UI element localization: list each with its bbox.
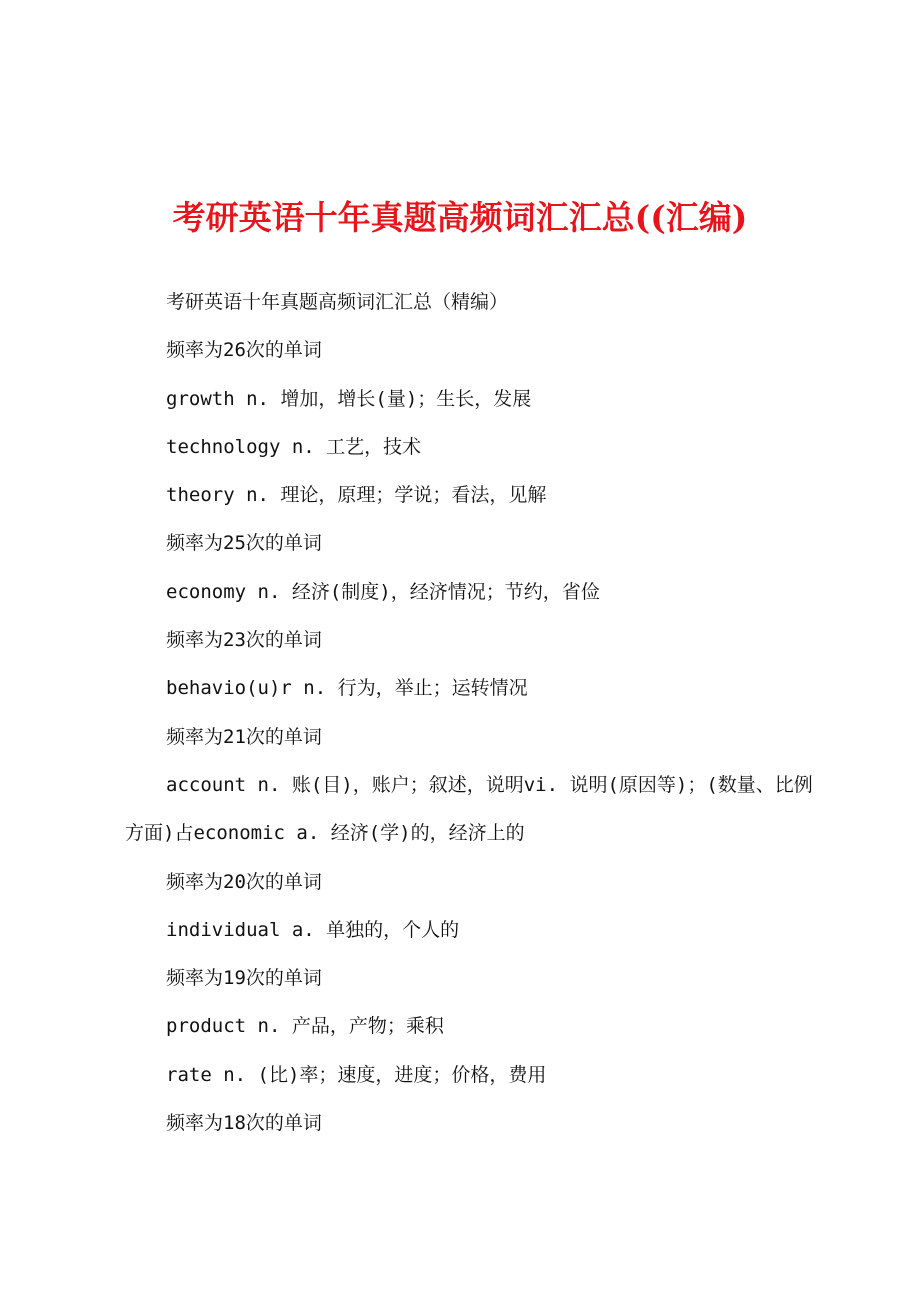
word-entry-account-economic: account n. 账(目)，账户；叙述，说明vi. 说明(原因等)；(数量、比例方面)占economic a. 经济(学)的，经济上的 xyxy=(125,773,813,845)
word-entry-product: product n. 产品，产物；乘积 xyxy=(166,1015,444,1038)
word-entry-behaviour: behavio(u)r n. 行为，举止；运转情况 xyxy=(166,677,528,700)
frequency-heading-26: 频率为26次的单词 xyxy=(166,339,322,362)
word-entry-theory: theory n. 理论，原理；学说；看法，见解 xyxy=(166,484,547,507)
frequency-heading-21: 频率为21次的单词 xyxy=(166,725,322,748)
word-entry-economy: economy n. 经济(制度)，经济情况；节约，省俭 xyxy=(166,580,600,603)
word-entry-growth: growth n. 增加，增长(量)；生长，发展 xyxy=(166,387,532,410)
document-title: 考研英语十年真题高频词汇汇总((汇编) xyxy=(172,198,748,237)
frequency-heading-18: 频率为18次的单词 xyxy=(166,1112,322,1135)
word-entry-rate: rate n. (比)率；速度，进度；价格，费用 xyxy=(166,1063,547,1086)
document-body xyxy=(125,278,825,1147)
frequency-heading-20: 频率为20次的单词 xyxy=(166,870,322,893)
paragraph-subtitle: 考研英语十年真题高频词汇汇总（精编） xyxy=(166,291,509,313)
word-entry-individual: individual a. 单独的，个人的 xyxy=(166,918,460,941)
word-entry-technology: technology n. 工艺，技术 xyxy=(166,435,422,458)
frequency-heading-25: 频率为25次的单词 xyxy=(166,532,322,555)
frequency-heading-23: 频率为23次的单词 xyxy=(166,629,322,652)
frequency-heading-19: 频率为19次的单词 xyxy=(166,967,322,990)
